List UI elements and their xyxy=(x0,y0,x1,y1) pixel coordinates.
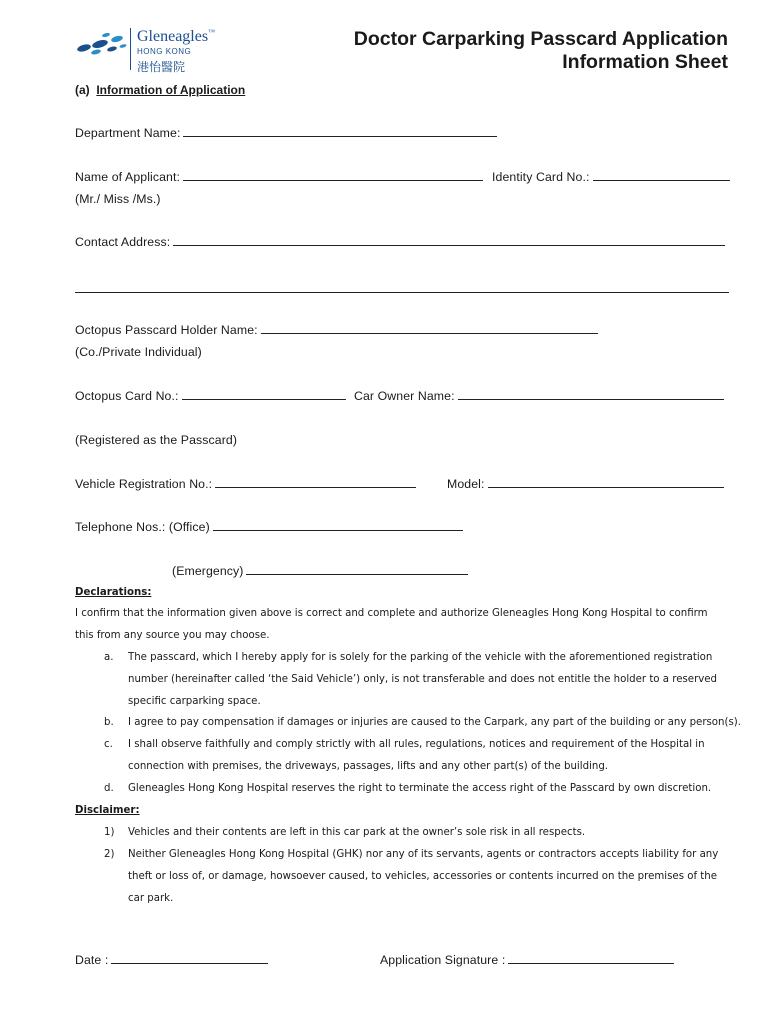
identity-card-input-line[interactable] xyxy=(593,180,730,181)
declaration-item-line: number (hereinafter called ‘the Said Vehicle’) only, is not transferable and does not entitle the holder to a reserved xyxy=(128,674,718,685)
disclaimer-item-line: theft or loss of, or damage, howsoever caused, to vehicles, accessories or contents incurred on the premises of the xyxy=(128,871,718,882)
declaration-item-line: I agree to pay compensation if damages or injuries are caused to the Carpark, any part of the building or any person(s). xyxy=(128,717,741,728)
disclaimer-item-line: car park. xyxy=(128,893,174,904)
contact-address-line-2[interactable] xyxy=(75,292,729,293)
contact-address-label: Contact Address: xyxy=(75,235,171,249)
declaration-item-line: Gleneagles Hong Kong Hospital reserves the right to terminate the access right of the Passcard by own discretion. xyxy=(128,783,712,794)
octopus-holder-label: Octopus Passcard Holder Name: xyxy=(75,323,258,337)
applicant-input-line[interactable] xyxy=(183,180,483,181)
vehicle-reg-label: Vehicle Registration No.: xyxy=(75,477,213,491)
car-owner-input-line[interactable] xyxy=(458,399,724,400)
declarations-intro-line2: this from any source you may choose. xyxy=(75,630,270,641)
vehicle-reg-row xyxy=(75,477,416,491)
octopus-holder-input-line[interactable] xyxy=(261,333,598,334)
applicant-row xyxy=(75,170,483,184)
logo-divider xyxy=(130,28,131,70)
disclaimer-item-mark: 1) xyxy=(104,827,115,838)
vehicle-reg-input-line[interactable] xyxy=(215,487,416,488)
logo-region: HONG KONG xyxy=(137,47,192,56)
disclaimer-item-line: Neither Gleneagles Hong Kong Hospital (GHK) nor any of its servants, agents or contractors accepts liability for any xyxy=(128,849,719,860)
logo-mark-icon xyxy=(76,30,128,58)
telephone-emergency-input-line[interactable] xyxy=(246,574,468,575)
logo-chinese-name: 港怡醫院 xyxy=(137,60,186,74)
signature-row xyxy=(380,953,674,967)
date-label: Date : xyxy=(75,953,109,967)
declaration-item-mark: b. xyxy=(104,717,114,728)
declaration-item-line: I shall observe faithfully and comply strictly with all rules, regulations, notices and requirement of the Hospital in xyxy=(128,739,705,750)
declaration-item-line: The passcard, which I hereby apply for is solely for the parking of the vehicle with the aforementioned registration xyxy=(128,652,713,663)
page-title-line1: Doctor Carparking Passcard Application xyxy=(353,28,728,50)
signature-input-line[interactable] xyxy=(508,963,674,964)
department-label: Department Name: xyxy=(75,126,181,140)
identity-card-row xyxy=(492,170,730,184)
contact-address-input-line[interactable] xyxy=(173,245,725,246)
model-input-line[interactable] xyxy=(488,487,724,488)
declaration-item-line: specific carparking space. xyxy=(128,696,261,707)
telephone-office-input-line[interactable] xyxy=(213,530,463,531)
model-label: Model: xyxy=(447,477,485,491)
contact-address-row xyxy=(75,235,725,249)
logo-name: Gleneagles xyxy=(137,28,209,45)
octopus-card-input-line[interactable] xyxy=(182,399,346,400)
registered-note: (Registered as the Passcard) xyxy=(75,433,238,447)
applicant-note: (Mr./ Miss /Ms.) xyxy=(75,192,161,206)
declaration-item-mark: c. xyxy=(104,739,113,750)
car-owner-label: Car Owner Name: xyxy=(354,389,455,403)
disclaimer-heading: Disclaimer: xyxy=(75,805,140,816)
octopus-holder-note: (Co./Private Individual) xyxy=(75,345,202,359)
department-input-line[interactable] xyxy=(183,136,497,137)
date-input-line[interactable] xyxy=(111,963,268,964)
section-a-marker: (a) xyxy=(75,83,90,97)
telephone-office-label: Telephone Nos.: (Office) xyxy=(75,520,210,534)
declaration-item-mark: d. xyxy=(104,783,114,794)
octopus-card-label: Octopus Card No.: xyxy=(75,389,179,403)
model-row xyxy=(447,477,724,491)
disclaimer-item-mark: 2) xyxy=(104,849,115,860)
declaration-item-line: connection with premises, the driveways, passages, lifts and any other part(s) of the building. xyxy=(128,761,609,772)
declaration-item-mark: a. xyxy=(104,652,114,663)
octopus-card-row xyxy=(75,389,346,403)
section-a-heading xyxy=(75,83,245,97)
identity-card-label: Identity Card No.: xyxy=(492,170,590,184)
section-a-title: Information of Application xyxy=(96,83,246,97)
octopus-holder-row xyxy=(75,323,598,337)
declarations-heading: Declarations: xyxy=(75,587,152,598)
telephone-office-row xyxy=(75,520,463,534)
disclaimer-item-line: Vehicles and their contents are left in this car park at the owner’s sole risk in all respects. xyxy=(128,827,586,838)
telephone-emergency-label: (Emergency) xyxy=(172,564,244,578)
hospital-logo xyxy=(76,28,236,78)
car-owner-row xyxy=(354,389,724,403)
date-row xyxy=(75,953,268,967)
department-row xyxy=(75,126,497,140)
page-title-line2: Information Sheet xyxy=(562,51,728,73)
declarations-intro-line1: I confirm that the information given above is correct and complete and authorize Gleneagles Hong Kong Hospital to confirm xyxy=(75,608,708,619)
signature-label: Application Signature : xyxy=(380,953,506,967)
applicant-label: Name of Applicant: xyxy=(75,170,181,184)
telephone-emergency-row xyxy=(172,564,468,578)
logo-trademark: ™ xyxy=(208,28,215,36)
